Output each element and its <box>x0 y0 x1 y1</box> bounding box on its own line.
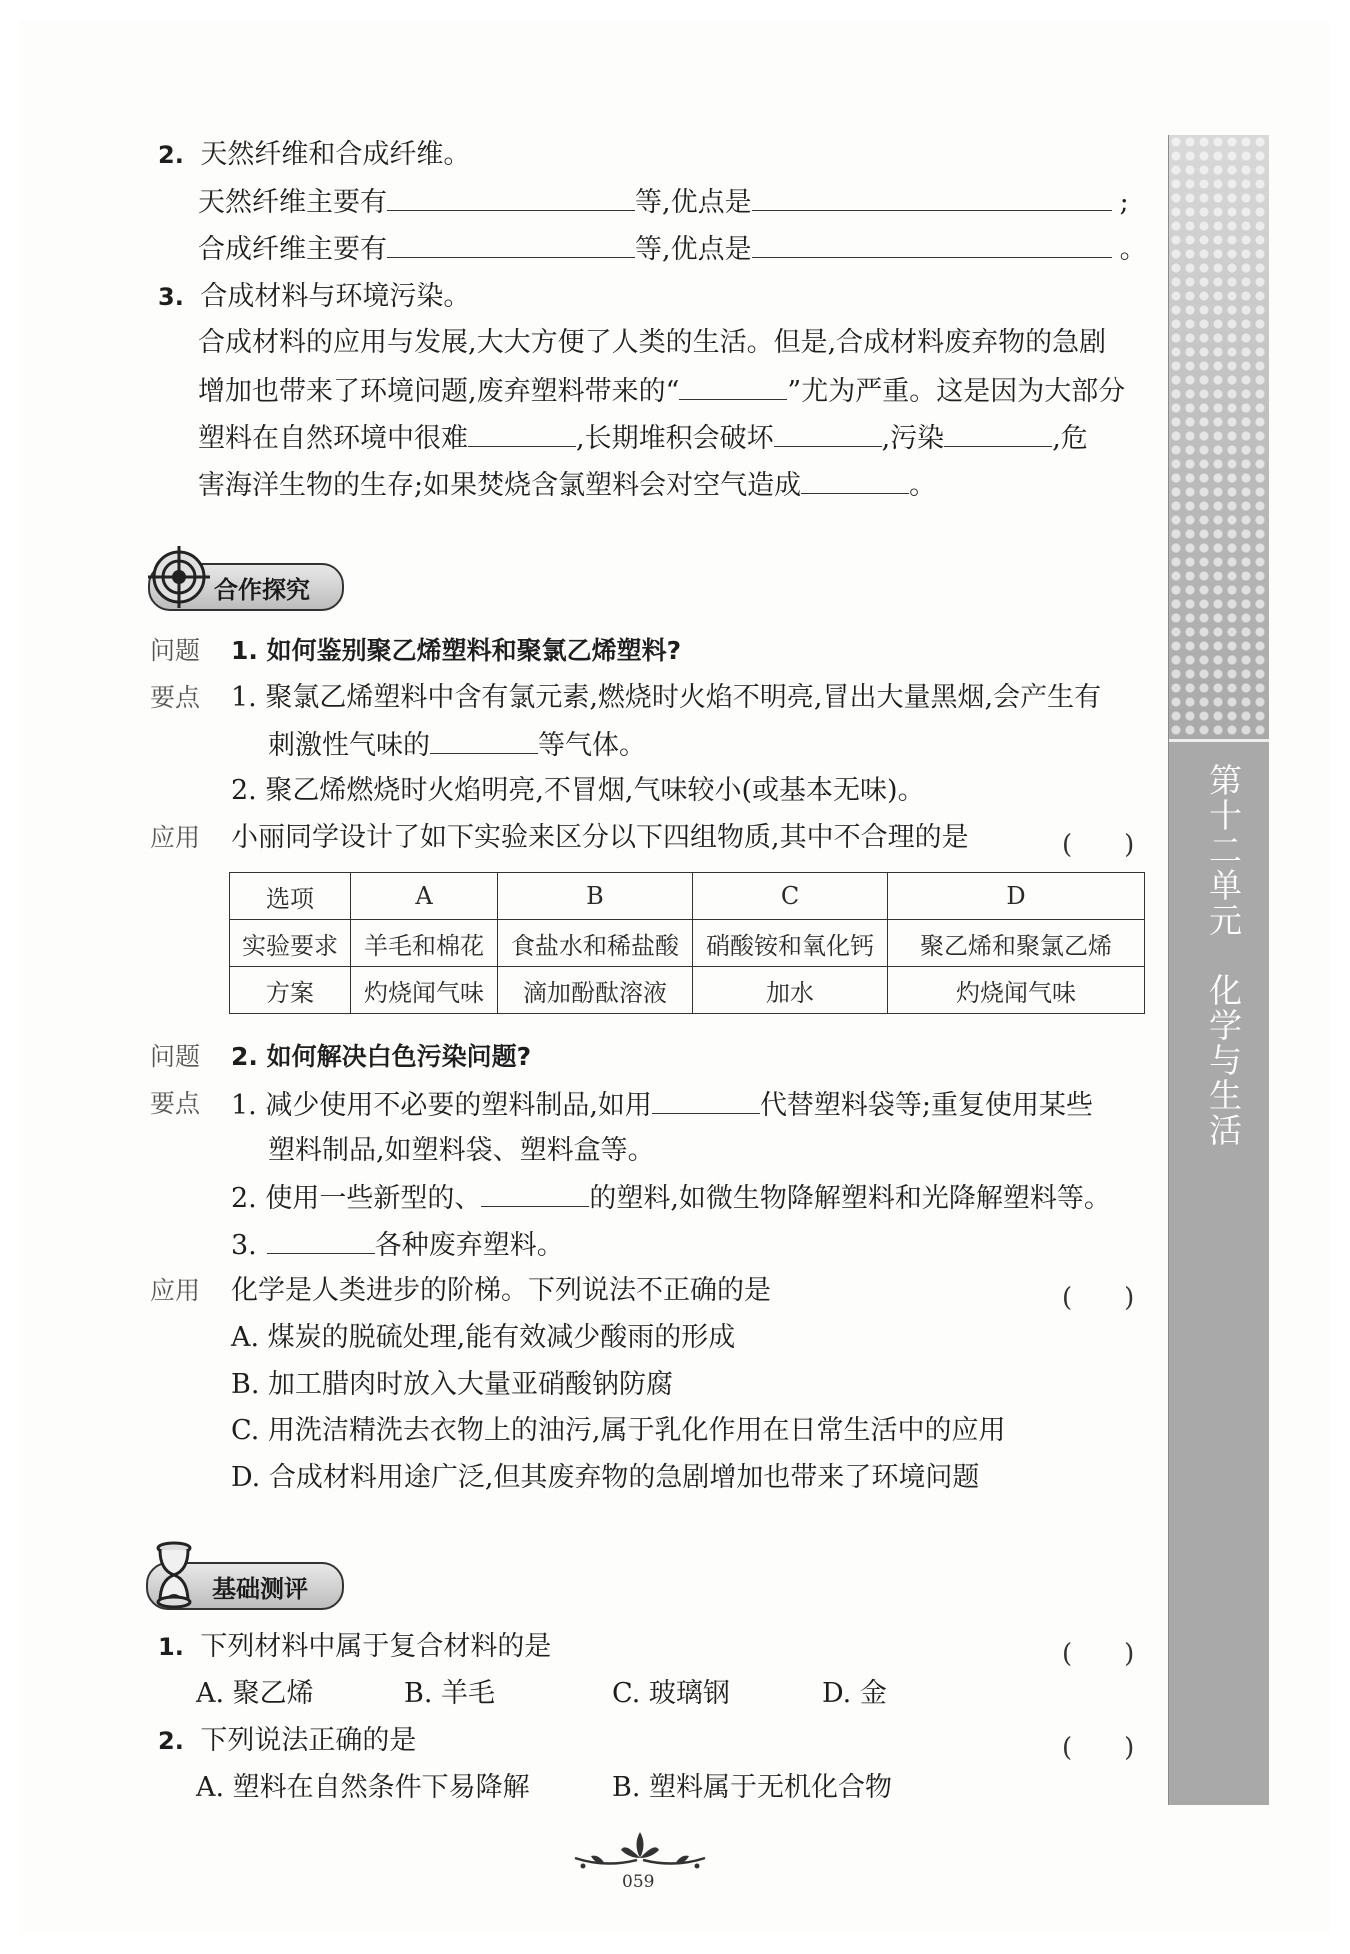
basic-2-option-b: B. 塑料属于无机化合物 <box>612 1772 893 1803</box>
basic-1-option-d: D. 金 <box>822 1678 887 1709</box>
dot-pattern <box>1169 135 1269 735</box>
page-number: 059 <box>622 1872 655 1892</box>
blank-white-pollution[interactable] <box>679 373 787 400</box>
blank-natural-fiber[interactable] <box>387 184 635 211</box>
blank-degrade[interactable] <box>468 420 576 447</box>
apply-label-2: 应用 <box>150 1276 201 1305</box>
apply-label-1: 应用 <box>150 823 201 852</box>
key-1-line1: 1. 聚氯乙烯塑料中含有氯元素,燃烧时火焰不明亮,冒出大量黑烟,会产生有 <box>231 682 1102 713</box>
pollution-p3: 塑料在自然环境中很难 ,长期堆积会破坏 ,污染 ,危 <box>198 420 1088 456</box>
chapter-side-band <box>1168 135 1269 1805</box>
pollution-p1: 合成材料的应用与发展,大大方便了人类的生活。但是,合成材料废弃物的急剧 <box>198 327 1107 358</box>
blank-synthetic-fiber[interactable] <box>387 231 635 258</box>
blank-recycle[interactable] <box>267 1227 375 1254</box>
blank-natural-advantage[interactable] <box>752 184 1112 211</box>
problem-2-title: 2. 如何解决白色污染问题? <box>231 1042 532 1071</box>
pollution-p4: 害海洋生物的生存;如果焚烧含氯塑料会对空气造成 。 <box>198 467 936 503</box>
basic-1-option-a: A. 聚乙烯 <box>196 1678 314 1709</box>
answer-paren-basic-2[interactable]: ( ) <box>1062 1733 1135 1763</box>
fiber-line-synthetic: 合成纤维主要有 等,优点是 。 <box>198 231 1147 267</box>
chapter-label: 第十二单元 化学与生活 <box>1204 763 1243 1148</box>
blank-air-pollution[interactable] <box>801 467 909 494</box>
option-c: C. 用洗洁精洗去衣物上的油污,属于乳化作用在日常生活中的应用 <box>231 1415 1006 1446</box>
key-1-line2: 刺激性气味的 等气体。 <box>268 727 646 763</box>
section-title-cooperate: 合作探究 <box>214 576 310 604</box>
option-d: D. 合成材料用途广泛,但其废弃物的急剧增加也带来了环境问题 <box>231 1462 980 1493</box>
section-title-basic: 基础测评 <box>212 1575 308 1603</box>
option-b: B. 加工腊肉时放入大量亚硝酸钠防腐 <box>231 1369 674 1400</box>
key-1-line3: 2. 聚乙烯燃烧时火焰明亮,不冒烟,气味较小(或基本无味)。 <box>231 775 925 806</box>
basic-question-2: 2. 下列说法正确的是 <box>158 1725 417 1756</box>
blank-synthetic-advantage[interactable] <box>752 231 1112 258</box>
hourglass-icon <box>148 1540 200 1610</box>
blank-pollute[interactable] <box>944 420 1052 447</box>
key-2-line3: 2. 使用一些新型的、 的塑料,如微生物降解塑料和光降解塑料等。 <box>231 1180 1111 1216</box>
problem-1-title: 1. 如何鉴别聚乙烯塑料和聚氯乙烯塑料? <box>231 636 682 665</box>
blank-gas[interactable] <box>430 727 538 754</box>
fiber-line-natural: 天然纤维主要有 等,优点是 ; <box>198 184 1129 220</box>
option-a: A. 煤炭的脱硫处理,能有效减少酸雨的形成 <box>231 1322 736 1353</box>
experiment-table <box>229 872 1145 1014</box>
blank-substitute[interactable] <box>652 1087 760 1114</box>
key-label-2: 要点 <box>150 1089 201 1118</box>
key-2-line2: 塑料制品,如塑料袋、塑料盒等。 <box>268 1135 655 1166</box>
answer-paren-apply-1[interactable]: ( ) <box>1062 830 1135 860</box>
key-2-line1: 1. 减少使用不必要的塑料制品,如用 代替塑料袋等;重复使用某些 <box>231 1087 1093 1123</box>
table-row: 选项 A B C D <box>230 873 1145 920</box>
basic-question-1: 1. 下列材料中属于复合材料的是 <box>158 1631 552 1662</box>
pollution-p2: 增加也带来了环境问题,废弃塑料带来的“ ”尤为严重。这是因为大部分 <box>198 373 1125 409</box>
blank-new-plastic[interactable] <box>481 1180 589 1207</box>
problem-label-2: 问题 <box>150 1042 201 1071</box>
key-2-line4: 3. 各种废弃塑料。 <box>231 1227 564 1263</box>
key-label-1: 要点 <box>150 683 201 712</box>
basic-1-option-c: C. 玻璃钢 <box>612 1678 730 1709</box>
basic-1-option-b: B. 羊毛 <box>404 1678 496 1709</box>
apply-1-question: 小丽同学设计了如下实验来区分以下四组物质,其中不合理的是 <box>231 822 969 853</box>
blank-destroy[interactable] <box>774 420 882 447</box>
answer-paren-apply-2[interactable]: ( ) <box>1062 1283 1135 1313</box>
question-3: 3. 合成材料与环境污染。 <box>158 281 471 312</box>
table-row: 实验要求 羊毛和棉花 食盐水和稀盐酸 硝酸铵和氧化钙 聚乙烯和聚氯乙烯 <box>230 920 1145 967</box>
answer-paren-basic-1[interactable]: ( ) <box>1062 1639 1135 1669</box>
target-icon <box>146 544 212 610</box>
apply-2-question: 化学是人类进步的阶梯。下列说法不正确的是 <box>231 1275 771 1306</box>
problem-label-1: 问题 <box>150 636 201 665</box>
basic-2-option-a: A. 塑料在自然条件下易降解 <box>196 1772 530 1803</box>
question-2: 2. 天然纤维和合成纤维。 <box>158 139 471 170</box>
table-row: 方案 灼烧闻气味 滴加酚酞溶液 加水 灼烧闻气味 <box>230 967 1145 1014</box>
